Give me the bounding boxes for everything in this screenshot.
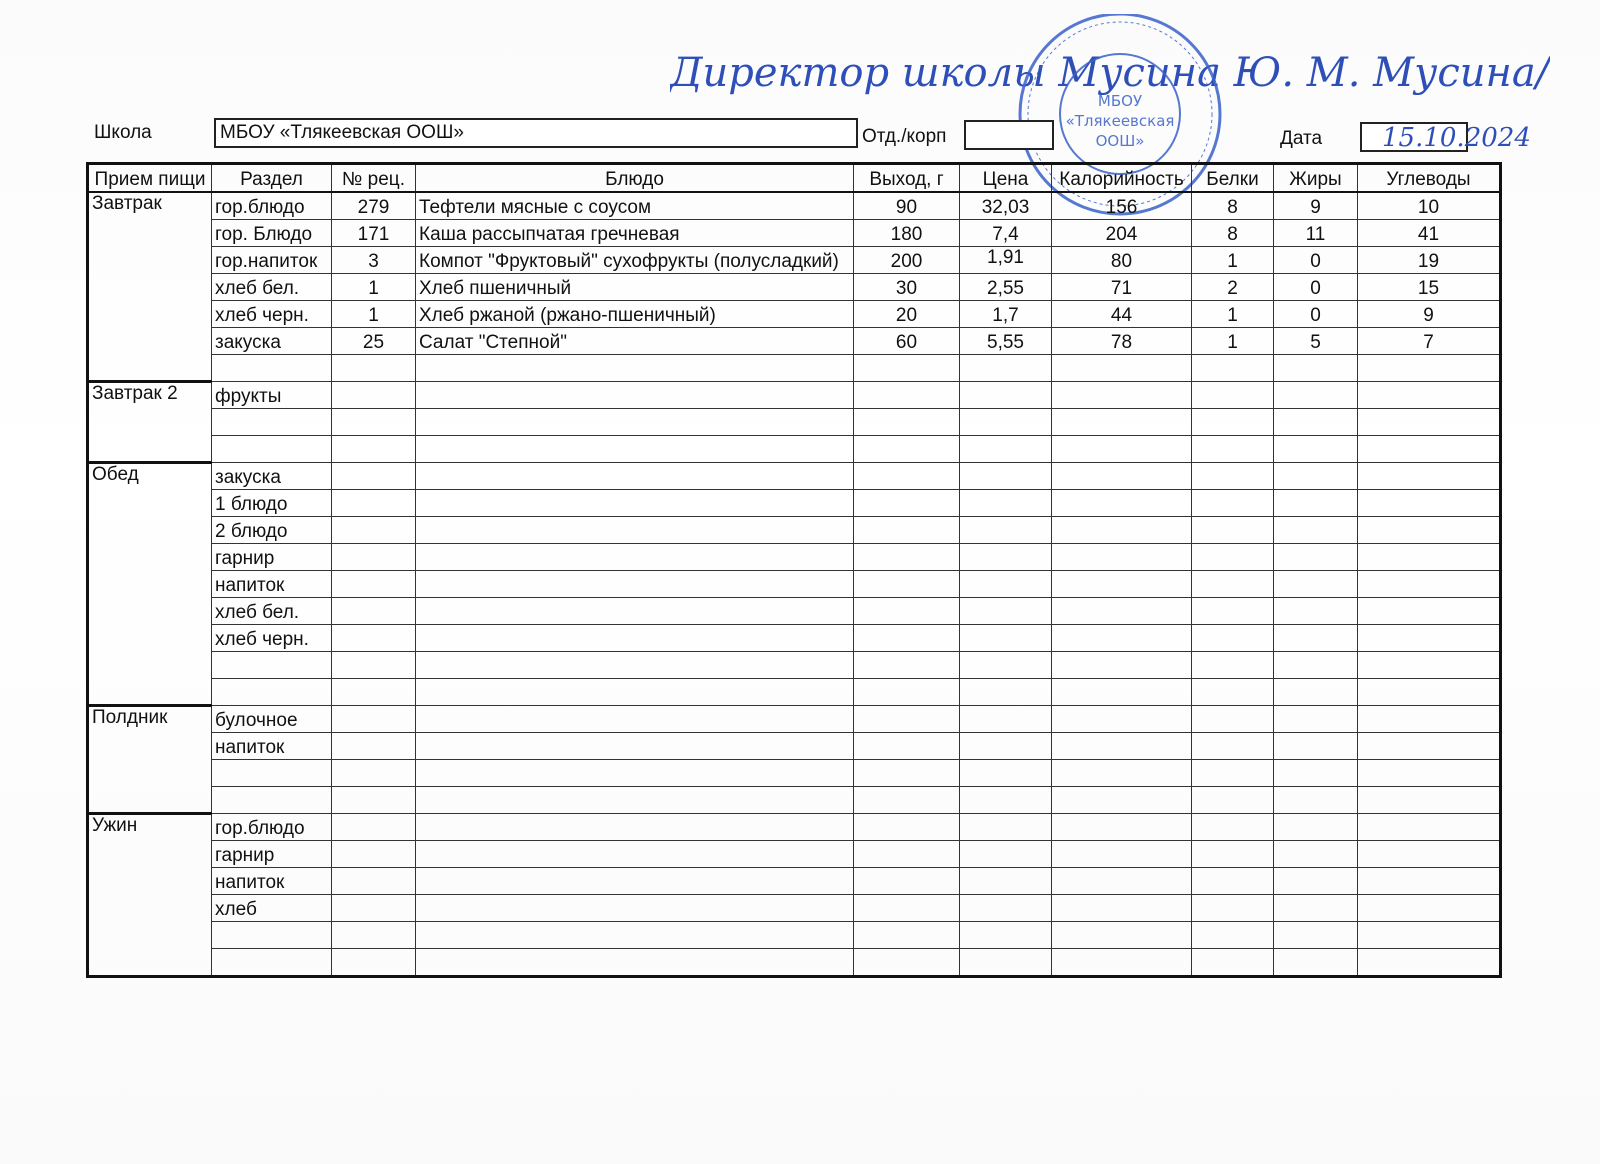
table-row — [88, 868, 1501, 895]
section-cell — [212, 436, 332, 463]
table-row — [88, 463, 1501, 490]
recipe-cell — [332, 355, 416, 382]
protein-cell: 1 — [1192, 247, 1274, 274]
yield-cell: 20 — [854, 301, 960, 328]
col-section: Раздел — [212, 164, 332, 193]
table-header-row — [88, 164, 1501, 193]
kcal-cell: 44 — [1052, 301, 1192, 328]
col-meal: Прием пищи — [88, 164, 212, 193]
table-row — [88, 192, 1501, 220]
table-row — [88, 760, 1501, 787]
protein-cell: 8 — [1192, 192, 1274, 220]
protein-cell: 1 — [1192, 301, 1274, 328]
protein-cell: 8 — [1192, 220, 1274, 247]
section-cell — [212, 355, 332, 382]
recipe-cell: 171 — [332, 220, 416, 247]
meal-name: Полдник — [88, 706, 212, 814]
kcal-cell: 80 — [1052, 247, 1192, 274]
table-row — [88, 949, 1501, 977]
fat-cell: 11 — [1274, 220, 1358, 247]
price-cell: 1,91 — [960, 247, 1052, 274]
table-row — [88, 787, 1501, 814]
table-row — [88, 571, 1501, 598]
carbs-cell: 10 — [1358, 192, 1501, 220]
section-cell: гор.блюдо — [212, 192, 332, 220]
col-kcal: Калорийность — [1052, 164, 1192, 193]
table-row — [88, 490, 1501, 517]
section-cell: гарнир — [212, 544, 332, 571]
table-row — [88, 220, 1501, 247]
table-row — [88, 733, 1501, 760]
svg-text:«Тлякеевская: «Тлякеевская — [1065, 112, 1175, 130]
yield-cell: 30 — [854, 274, 960, 301]
fat-cell: 5 — [1274, 328, 1358, 355]
recipe-cell: 1 — [332, 301, 416, 328]
recipe-cell: 279 — [332, 192, 416, 220]
col-carbs: Углеводы — [1358, 164, 1501, 193]
protein-cell: 1 — [1192, 328, 1274, 355]
yield-cell: 60 — [854, 328, 960, 355]
carbs-cell: 9 — [1358, 301, 1501, 328]
section-cell — [212, 760, 332, 787]
section-cell: гарнир — [212, 841, 332, 868]
fat-cell: 0 — [1274, 274, 1358, 301]
carbs-cell — [1358, 355, 1501, 382]
section-cell: напиток — [212, 868, 332, 895]
yield-cell: 200 — [854, 247, 960, 274]
svg-text:ООШ»: ООШ» — [1095, 132, 1145, 150]
kcal-cell: 204 — [1052, 220, 1192, 247]
meal-name: Ужин — [88, 814, 212, 977]
yield-cell: 180 — [854, 220, 960, 247]
price-cell: 32,03 — [960, 192, 1052, 220]
section-cell: напиток — [212, 733, 332, 760]
price-cell: 1,7 — [960, 301, 1052, 328]
section-cell — [212, 787, 332, 814]
dept-field[interactable] — [964, 120, 1054, 150]
col-fat: Жиры — [1274, 164, 1358, 193]
table-row — [88, 517, 1501, 544]
fat-cell: 9 — [1274, 192, 1358, 220]
protein-cell — [1192, 355, 1274, 382]
price-cell — [960, 355, 1052, 382]
col-dish: Блюдо — [416, 164, 854, 193]
section-cell — [212, 949, 332, 977]
fat-cell — [1274, 355, 1358, 382]
table-row — [88, 274, 1501, 301]
dish-cell — [416, 355, 854, 382]
kcal-cell — [1052, 355, 1192, 382]
section-cell: напиток — [212, 571, 332, 598]
table-row — [88, 625, 1501, 652]
carbs-cell: 19 — [1358, 247, 1501, 274]
meal-name: Завтрак 2 — [88, 382, 212, 463]
meal-name: Обед — [88, 463, 212, 706]
table-row — [88, 382, 1501, 409]
dish-cell: Салат "Степной" — [416, 328, 854, 355]
school-field[interactable]: МБОУ «Тлякеевская ООШ» — [214, 118, 858, 148]
col-recipe: № рец. — [332, 164, 416, 193]
table-row — [88, 652, 1501, 679]
table-row — [88, 328, 1501, 355]
dept-label: Отд./корп — [862, 126, 947, 147]
fat-cell: 0 — [1274, 301, 1358, 328]
table-row — [88, 544, 1501, 571]
dish-cell: Компот "Фруктовый" сухофрукты (полусладкий) — [416, 247, 854, 274]
section-cell: хлеб черн. — [212, 625, 332, 652]
section-cell: закуска — [212, 328, 332, 355]
date-label: Дата — [1280, 128, 1323, 149]
col-yield: Выход, г — [854, 164, 960, 193]
section-cell — [212, 679, 332, 706]
section-cell: гор. Блюдо — [212, 220, 332, 247]
kcal-cell: 71 — [1052, 274, 1192, 301]
section-cell: гор.блюдо — [212, 814, 332, 841]
date-handwritten — [1380, 118, 1570, 158]
section-cell — [212, 922, 332, 949]
section-cell: гор.напиток — [212, 247, 332, 274]
meal-name: Завтрак — [88, 192, 212, 382]
table-row — [88, 409, 1501, 436]
yield-cell: 90 — [854, 192, 960, 220]
table-row — [88, 355, 1501, 382]
carbs-cell: 15 — [1358, 274, 1501, 301]
table-row — [88, 841, 1501, 868]
dish-cell: Тефтели мясные с соусом — [416, 192, 854, 220]
recipe-cell: 25 — [332, 328, 416, 355]
dish-cell: Каша рассыпчатая гречневая — [416, 220, 854, 247]
table-row — [88, 706, 1501, 733]
table-row — [88, 679, 1501, 706]
dish-cell: Хлеб ржаной (ржано-пшеничный) — [416, 301, 854, 328]
svg-text:МБОУ: МБОУ — [1097, 92, 1143, 110]
section-cell: 2 блюдо — [212, 517, 332, 544]
section-cell: хлеб черн. — [212, 301, 332, 328]
section-cell: хлеб бел. — [212, 598, 332, 625]
col-price: Цена — [960, 164, 1052, 193]
price-cell: 5,55 — [960, 328, 1052, 355]
fat-cell: 0 — [1274, 247, 1358, 274]
section-cell: хлеб — [212, 895, 332, 922]
recipe-cell: 1 — [332, 274, 416, 301]
price-cell: 7,4 — [960, 220, 1052, 247]
signature-text: Директор школы Мусина Ю. М. Мусина/ — [670, 50, 1550, 96]
kcal-cell: 156 — [1052, 192, 1192, 220]
table-row — [88, 922, 1501, 949]
section-cell: хлеб бел. — [212, 274, 332, 301]
section-cell: 1 блюдо — [212, 490, 332, 517]
table-row — [88, 436, 1501, 463]
table-row — [88, 301, 1501, 328]
table-row — [88, 247, 1501, 274]
table-row — [88, 598, 1501, 625]
section-cell: закуска — [212, 463, 332, 490]
protein-cell: 2 — [1192, 274, 1274, 301]
recipe-cell: 3 — [332, 247, 416, 274]
section-cell: фрукты — [212, 382, 332, 409]
school-label: Школа — [94, 122, 152, 143]
price-cell: 2,55 — [960, 274, 1052, 301]
menu-table — [86, 162, 1502, 978]
col-protein: Белки — [1192, 164, 1274, 193]
table-row — [88, 895, 1501, 922]
section-cell: булочное — [212, 706, 332, 733]
dish-cell: Хлеб пшеничный — [416, 274, 854, 301]
date-value: 15.10.2024 — [1382, 123, 1531, 153]
yield-cell — [854, 355, 960, 382]
kcal-cell: 78 — [1052, 328, 1192, 355]
section-cell — [212, 652, 332, 679]
section-cell — [212, 409, 332, 436]
carbs-cell: 7 — [1358, 328, 1501, 355]
carbs-cell: 41 — [1358, 220, 1501, 247]
table-row — [88, 814, 1501, 841]
